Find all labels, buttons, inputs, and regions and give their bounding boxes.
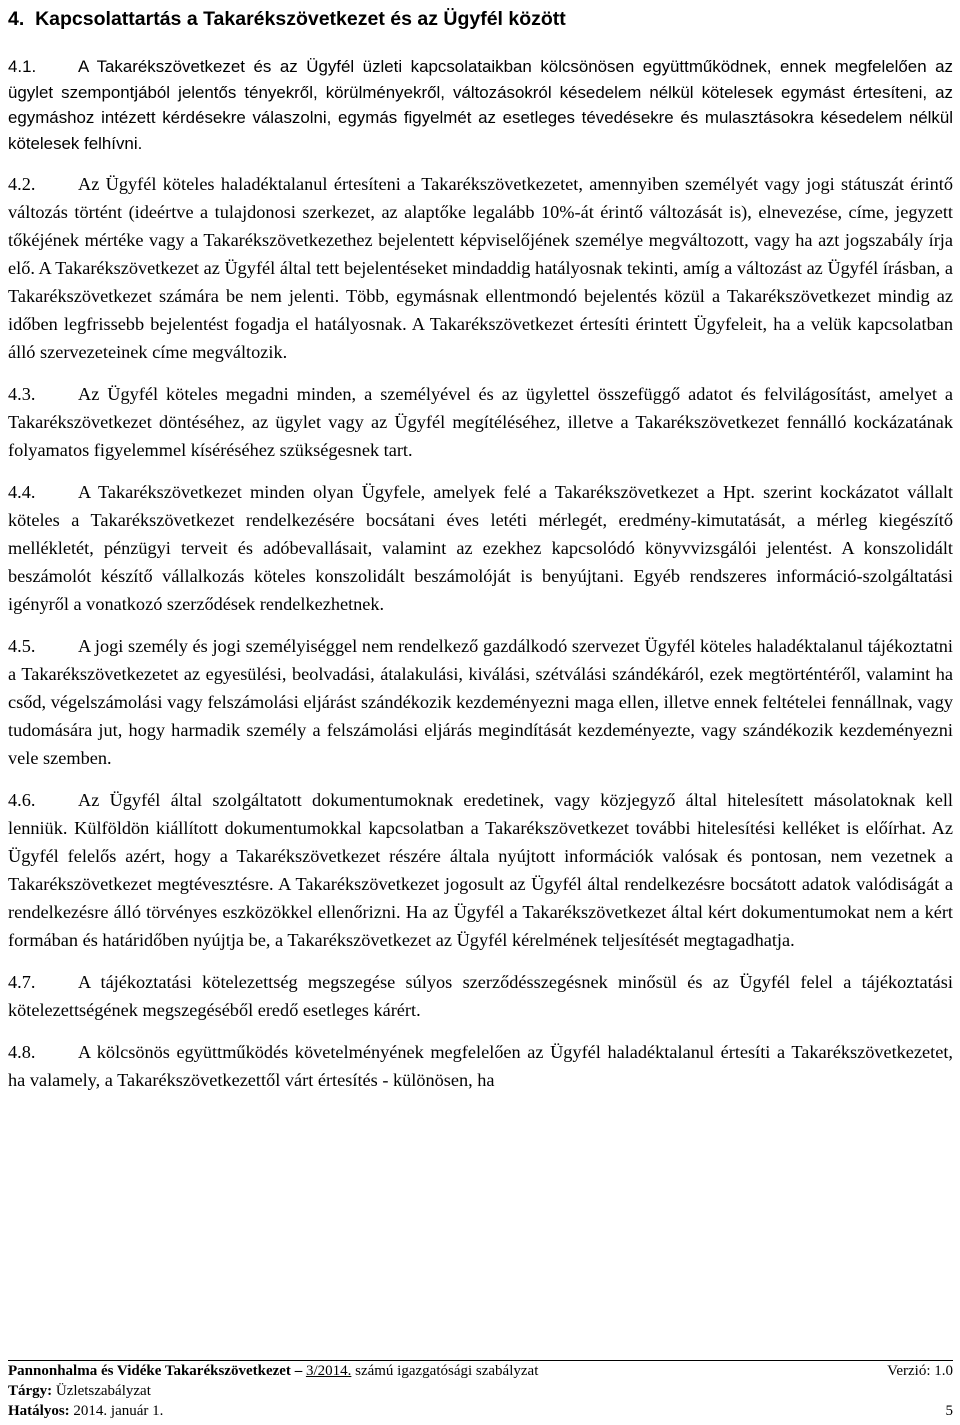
paragraph-4-2 [8, 170, 953, 366]
footer-row-2 [8, 1381, 953, 1401]
paragraph-number: 4.3. [8, 384, 36, 404]
footer-effective-value: 2014. január 1. [69, 1403, 164, 1419]
footer-effective-label: Hatályos: [8, 1403, 70, 1419]
footer-row-3 [8, 1401, 953, 1421]
footer-subject-value: Üzletszabályzat [52, 1383, 151, 1399]
document-page [8, 0, 953, 1094]
paragraph-number: 4.4. [8, 482, 36, 502]
paragraph-4-6 [8, 786, 953, 954]
paragraph-number: 4.5. [8, 636, 36, 656]
page-footer [8, 1360, 953, 1421]
paragraph-text: Az Ügyfél által szolgáltatott dokumentumoknak eredetinek, vagy közjegyző által hitelesített másolatoknak kell lenniük. Külföldön kiállított dokumentumokkal kapcsolatban a Takarékszövetkezet további hitelesítési kelléket is előírhat. Az Ügyfél felelős azért, hogy a Takarékszövetkezet részére általa nyújtott információk valósak és pontosan, nem vezetnek a Takarékszövetkezet megtévesztésre. A Takarékszövetkezet jogosult az Ügyfél által rendelkezésre bocsátott adatok valódiságát a rendelkezésre álló törvényes eszközökkel ellenőrizni. Ha az Ügyfél a Takarékszövetkezet által kért dokumentumokat nem a kért formában és határidőben nyújtja be, a Takarékszövetkezet az Ügyfél kérelmének teljesítését megtagadhatja. [8, 790, 953, 950]
section-heading: 4. Kapcsolattartás a Takarékszövetkezet és az Ügyfél között [8, 8, 566, 30]
paragraph-number: 4.1. [8, 57, 37, 76]
paragraph-text: A jogi személy és jogi személyiséggel nem rendelkező gazdálkodó szervezet Ügyfél köteles haladéktalanul tájékoztatni a Takarékszövetkezetet az egyesülési, beolvadási, átalakulási, kiválási, szétválási szándékáról, ezek megtörténtéről, valamint ha csőd, végelszámolási vagy felszámolási eljárást szándékozik kezdeményezni maga ellen, illetve ennek feltételei fennállnak, vagy tudomására jut, hogy harmadik személy a felszámolási eljárás megindítását kezdeményezte, vagy szándékozik kezdeményezni vele szemben. [8, 636, 953, 768]
footer-regtext: számú igazgatósági szabályzat [351, 1363, 539, 1379]
paragraph-number: 4.2. [8, 174, 36, 194]
paragraph-text: A tájékoztatási kötelezettség megszegése súlyos szerződésszegésnek minősül és az Ügyfél felel a tájékoztatási kötelezettségének megszegéséből eredő esetleges kárért. [8, 972, 953, 1020]
paragraph-number: 4.6. [8, 790, 36, 810]
paragraph-text: Az Ügyfél köteles megadni minden, a személyével és az ügylettel összefüggő adatot és felvilágosítást, amelyet a Takarékszövetkezet döntéséhez, az ügylet vagy az Ügyfél megítéléséhez, illetve a Takarékszövetkezet fennálló kockázatának folyamatos figyelemmel kíséréséhez szükségesnek tart. [8, 384, 953, 460]
paragraph-number: 4.7. [8, 972, 36, 992]
paragraph-text: A Takarékszövetkezet minden olyan Ügyfele, amelyek felé a Takarékszövetkezet a Hpt. szerint kockázatot vállalt köteles a Takarékszövetkezet rendelkezésére bocsátani éves letéti mérlegét, eredmény-kimutatását, a mérleg kiegészítő mellékletét, pénzügyi terveit és adóbevallásait, valamint az ezekhez kapcsolódó könyvvizsgálói jelentést. A konszolidált beszámolót készítő vállalkozás köteles konszolidált beszámolóját is benyújtani. Egyéb rendszeres információ-szolgáltatási igényről a vonatkozó szerződések rendelkezhetnek. [8, 482, 953, 614]
footer-regnum: 3/2014. [305, 1363, 352, 1379]
paragraph-text: A Takarékszövetkezet és az Ügyfél üzleti kapcsolataikban kölcsönösen együttműködnek, ennek megfelelően az ügylet szempontjából jelentős tényekről, körülményekről, változásokról késedelem nélkül kötelesek egymást értesíteni, az egymáshoz intézett kérdésekre válaszolni, egymás figyelmét az esetleges tévedésekre és mulasztásokra késedelem nélkül kötelesek felhívni. [8, 57, 953, 153]
paragraph-4-4 [8, 478, 953, 618]
paragraph-4-1 [8, 54, 953, 156]
footer-org: Pannonhalma és Vidéke Takarékszövetkezet [8, 1363, 291, 1379]
footer-subject [8, 1381, 151, 1401]
footer-effective [8, 1401, 163, 1421]
footer-regulation [8, 1361, 538, 1381]
page-number: 5 [945, 1403, 953, 1419]
paragraph-text: A kölcsönös együttműködés követelményének megfelelően az Ügyfél haladéktalanul értesíti a Takarékszövetkezetet, ha valamely, a Takarékszövetkezettől várt értesítés - különösen, ha [8, 1042, 953, 1090]
paragraph-number: 4.8. [8, 1042, 36, 1062]
paragraph-4-8 [8, 1038, 953, 1094]
paragraph-4-3 [8, 380, 953, 464]
paragraph-text: Az Ügyfél köteles haladéktalanul értesíteni a Takarékszövetkezetet, amennyiben személyét vagy jogi státuszát érintő változás történt (ideértve a tulajdonosi szerkezet, az alaptőke legalább 10%-át érintő változását is), elnevezése, címe, jegyzett tőkéjének mértéke vagy a Takarékszövetkezethez bejelentett képviselőjének személye megváltozott, vagy ha azt jogszabály írja elő. A Takarékszövetkezet az Ügyfél által tett bejelentéseket mindaddig hatályosnak tekinti, amíg a változást az Ügyfél írásban, a Takarékszövetkezet számára be nem jelenti. Több, egymásnak ellentmondó bejelentés közül a Takarékszövetkezet mindig az időben legfrissebb bejelentést fogadja el hatályosnak. A Takarékszövetkezet értesíti érintett Ügyfeleit, ha a velük kapcsolatban álló szervezeteinek címe megváltozik. [8, 174, 953, 362]
footer-subject-label: Tárgy: [8, 1383, 53, 1399]
paragraph-4-5 [8, 632, 953, 772]
footer-row-1 [8, 1361, 953, 1381]
footer-dash: – [290, 1363, 306, 1379]
footer-version: Verzió: 1.0 [887, 1363, 953, 1379]
paragraph-4-7 [8, 968, 953, 1024]
